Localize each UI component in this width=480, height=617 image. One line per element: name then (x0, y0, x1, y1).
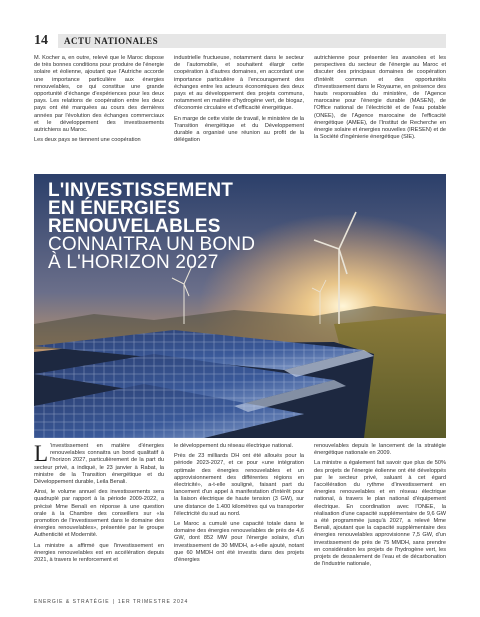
paragraph: industrielle fructueuse, notamment dans le secteur de l'automobile, et souhaitent élargir cette coopération à d'autres domaines, en accordant une importance particulière à l'encouragement des échanges entre les acteurs économiques des deux pays et au développement des projets communs, notamment en matière d'hydrogène vert, de biogaz, d'économie circulaire et d'efficacité énergétique. (174, 55, 304, 112)
headline-line: RENOUVELABLES (48, 216, 221, 237)
top-column-3 (314, 55, 446, 167)
drop-cap: L (34, 443, 49, 466)
page-footer: ENERGIE & STRATÉGIE | 1ER TRIMESTRE 2024 (34, 599, 189, 605)
paragraph: M. Kocher a, en outre, relevé que le Maroc dispose de très bonnes conditions pour produire de l'énergie solaire et éolienne, ajoutant que l'Autriche accorde une importance particulière aux énergies renouvelables, ce qui constitue une grande opportunité d'échange d'expériences pour les deux pays. Les relations de coopération entre les deux pays ont été marquées au cours des dernières années par l'évolution des échanges commerciaux et le développement des investissements autrichiens au Maroc. (34, 55, 164, 134)
page-header (34, 34, 446, 48)
issue-label: 1ER TRIMESTRE 2024 (117, 599, 189, 605)
headline-line: L'INVESTISSEMENT (48, 180, 234, 201)
headline-line: À L'HORIZON 2027 (48, 252, 219, 273)
paragraph: renouvelables depuis le lancement de la stratégie énergétique nationale en 2009. (314, 443, 446, 457)
paragraph: autrichienne pour présenter les avancées et les perspectives du secteur de l'énergie au Maroc et discuter des principaux domaines de coopération d'intérêt commun et des opportunités d'investissement dans le Royaume, en présence des hauts responsables du ministère, de l'Agence marocaine pour l'énergie durable (MASEN), de l'Office national de l'électricité et de l'eau potable (ONEE), de l'Agence marocaine de l'efficacité énergétique (AMEE), de l'Institut de Recherche en énergie solaire et énergies nouvelles (IRESEN) et de la Société d'ingénierie énergétique (SIE). (314, 55, 446, 141)
paragraph: Près de 23 milliards DH ont été alloués pour la période 2023-2027, et ce pour «une intégration optimale des énergies renouvelables et un approvisionnement des différentes régions en électricité», a-t-elle souligné, faisant part du lancement d'un appel à manifestation d'intérêt pour la liaison électrique de haute tension (3 GW), sur une distance de 1.400 kilomètres qui va transporter l'électricité du sud au nord. (174, 453, 304, 517)
paragraph (34, 443, 164, 486)
paragraph: La ministre a affirmé que l'investissement en énergies renouvelables est en accélération depuis 2021, à travers le renforcement et (34, 542, 164, 564)
headline-line: CONNAITRA UN BOND (48, 234, 256, 255)
bottom-column-1 (34, 443, 164, 593)
bottom-column-3 (314, 443, 446, 593)
paragraph: Ainsi, le volume annuel des investissements sera quadruplé par rapport à la période 2009-2022, a précisé Mme Benali en réponse à une question orale à la Chambre des conseillers sur «la promotion de l'investissement dans le domaine des énergies renouvelables», présentée par le groupe Authenticité et Modernité. (34, 489, 164, 539)
hero-photo (34, 174, 446, 438)
bottom-column-2 (174, 443, 304, 593)
page-number: 14 (34, 33, 48, 48)
paragraph: le développement du réseau électrique national. (174, 443, 294, 449)
section-bar (58, 34, 446, 48)
hero-headline (48, 182, 255, 272)
top-column-1 (34, 55, 164, 167)
top-column-2 (174, 55, 304, 167)
magazine-name: ENERGIE & STRATÉGIE (34, 599, 110, 605)
section-title: ACTU NATIONALES (64, 36, 159, 46)
paragraph: Les deux pays se tiennent une coopération (34, 137, 141, 144)
paragraph-text: 'investissement en matière d'énergies renouvelables connaitra un bond qualitatif à l'horizon 2027, particulièrement de la part du secteur privé, a indiqué, le 23 janvier à Rabat, la ministre de la Transition énergétique et du Développement durable, Leila Benali. (34, 443, 164, 486)
paragraph: Le Maroc a cumulé une capacité totale dans le domaine des énergies renouvelables de près de 4,6 GW, dont 852 MW pour l'énergie solaire, d'un investissement de 30 MMDH, a-t-elle ajouté, notant que 60 MMDH ont été investis dans des projets d'énergies (174, 521, 304, 564)
paragraph: En marge de cette visite de travail, le ministère de la Transition énergétique et du Développement durable a organisé une réunion au profit de la délégation (174, 115, 304, 144)
paragraph: La ministre a également fait savoir que plus de 50% des projets de l'énergie éolienne ont été développés par le secteur privé, saluant à cet égard l'accélération du rythme d'investissement en énergies renouvelables et en réseau électrique national, à travers le plan national d'équipement électrique. En coordination avec l'ONEE, la réalisation d'une capacité supplémentaire de 9,6 GW a été programmée jusqu'à 2027, a relevé Mme Benali, ajoutant que la capacité supplémentaire des énergies renouvelables approvisionne 7,5 GW, d'un investissement de près de 75 MMDH, sans prendre en considération les projets de l'hydrogène vert, les projets de dessalement de l'eau et de décarbonation de l'industrie nationale, (314, 460, 446, 568)
headline-line: EN ÉNERGIES (48, 198, 181, 219)
